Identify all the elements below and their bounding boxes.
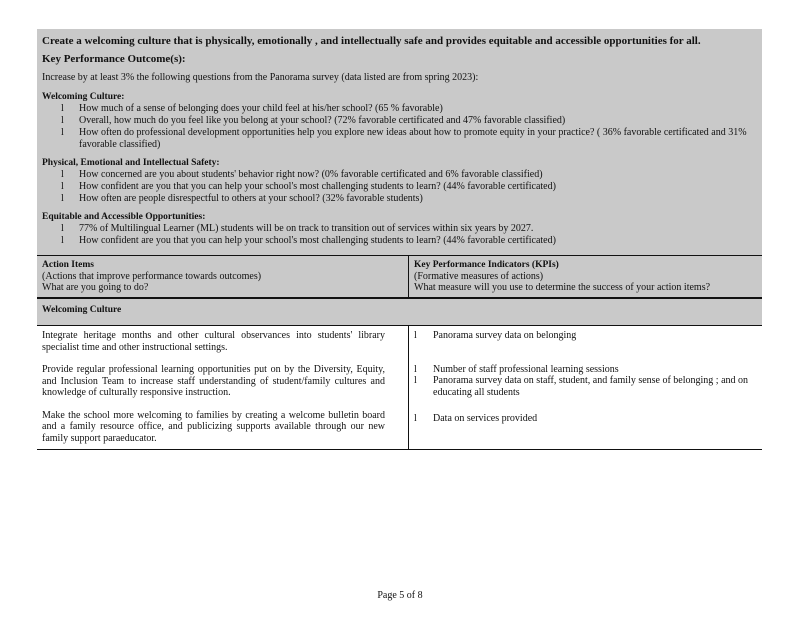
section-equitable-opportunities — [42, 211, 757, 247]
kpi-group — [414, 413, 757, 425]
kpi-text: Panorama survey data on staff, student, and family sense of belonging ; and on educating all students — [433, 375, 749, 398]
action-items-subtitle: (Actions that improve performance towards outcomes) — [42, 271, 262, 282]
list-item-text: How confident are you that you can help your school's most challenging students to learn? (44% favorable certificated) — [79, 181, 556, 192]
kpi-item — [414, 413, 757, 425]
list-item-text: How much of a sense of belonging does your child feel at his/her school? (65 % favorable) — [79, 103, 443, 114]
list-item — [42, 127, 757, 151]
list-item-text: How confident are you that you can help your school's most challenging students to learn? (44% favorable certificated) — [79, 235, 556, 246]
kpi-text: Number of staff professional learning sessions — [433, 363, 619, 375]
action-item: Provide regular professional learning opportunities put on by the Diversity, Equity, and Inclusion Team to increase staff understanding of student/family cultures and knowledge of culturally responsive instruction. — [42, 364, 385, 398]
list-item-text: Overall, how much do you feel like you belong at your school? (72% favorable certificated and 47% favorable classified) — [79, 115, 566, 126]
list-item — [42, 181, 757, 193]
action-kpi-table — [37, 326, 762, 450]
bullet-marker: l — [61, 103, 64, 114]
section-safety — [42, 157, 757, 205]
bullet-marker: l — [61, 235, 64, 246]
action-items-header — [37, 256, 409, 297]
bullet-marker: l — [414, 330, 417, 341]
bullet-marker: l — [61, 193, 64, 204]
section-welcoming-culture — [42, 91, 757, 151]
list-item-text: How concerned are you about students' behavior right now? (0% favorable certificated and 6% favorable classified) — [79, 169, 543, 180]
kpi-text: Data on services provided — [433, 413, 538, 424]
kpi-item — [414, 364, 757, 376]
kpi-text: Panorama survey data on belonging — [433, 330, 577, 341]
kpi-group — [414, 364, 757, 399]
kpi-header — [409, 256, 762, 297]
action-items-question: What are you going to do? — [42, 282, 149, 293]
action-items-title: Action Items — [42, 260, 94, 270]
outcomes-panel — [37, 29, 762, 255]
list-item — [42, 193, 757, 205]
section-title: Equitable and Accessible Opportunities: — [42, 212, 206, 222]
bullet-marker: l — [61, 127, 64, 138]
bullet-marker: l — [61, 115, 64, 126]
kpi-item — [414, 330, 757, 342]
table-header — [37, 255, 762, 299]
kpi-title: Key Performance Indicators (KPIs) — [414, 260, 559, 270]
bullet-marker: l — [414, 363, 417, 375]
list-item-text: How often do professional development opportunities help you explore new ideas about how to promote equity in your practice? ( 36% favorable certificated and 31% favorable classified) — [79, 127, 747, 150]
bullet-list — [42, 169, 757, 205]
list-item — [42, 235, 757, 247]
kpi-item — [414, 375, 757, 398]
action-item: Make the school more welcoming to families by creating a welcome bulletin board and a family resource office, and publicizing supports available through our new family support paraeducator. — [42, 409, 385, 444]
kpi-subtitle: (Formative measures of actions) — [414, 271, 544, 282]
list-item-text: How often are people disrespectful to others at your school? (32% favorable students) — [79, 193, 423, 204]
plan-page — [37, 29, 762, 450]
list-item-text: 77% of Multilingual Learner (ML) students will be on track to transition out of services within six years by 2027. — [79, 223, 534, 234]
survey-intro: Increase by at least 3% the following questions from the Panorama survey (data listed are from spring 2023): — [42, 72, 479, 83]
section-title: Physical, Emotional and Intellectual Safety: — [42, 158, 220, 168]
section-title: Welcoming Culture: — [42, 92, 125, 102]
kpi-column — [409, 326, 762, 449]
list-item — [42, 115, 757, 127]
kpi-question: What measure will you use to determine the success of your action items? — [414, 282, 711, 293]
bullet-marker: l — [61, 223, 64, 234]
bullet-list — [42, 223, 757, 247]
action-item: Integrate heritage months and other cultural observances into students' library specialist time and other instructional settings. — [42, 330, 385, 353]
bullet-marker: l — [61, 169, 64, 180]
bullet-marker: l — [414, 413, 417, 424]
list-item — [42, 103, 757, 115]
key-performance-outcomes-heading: Key Performance Outcome(s): — [42, 53, 186, 65]
page-number: Page 5 of 8 — [377, 590, 423, 601]
bullet-list — [42, 103, 757, 151]
kpi-group — [414, 330, 757, 342]
bullet-marker: l — [61, 181, 64, 192]
list-item — [42, 169, 757, 181]
welcoming-culture-heading: Welcoming Culture — [37, 299, 762, 326]
bullet-marker: l — [414, 375, 417, 386]
action-items-column — [37, 326, 409, 449]
list-item — [42, 223, 757, 235]
goal-statement: Create a welcoming culture that is physically, emotionally , and intellectually safe and provides equitable and accessible opportunities for all. — [42, 35, 701, 47]
